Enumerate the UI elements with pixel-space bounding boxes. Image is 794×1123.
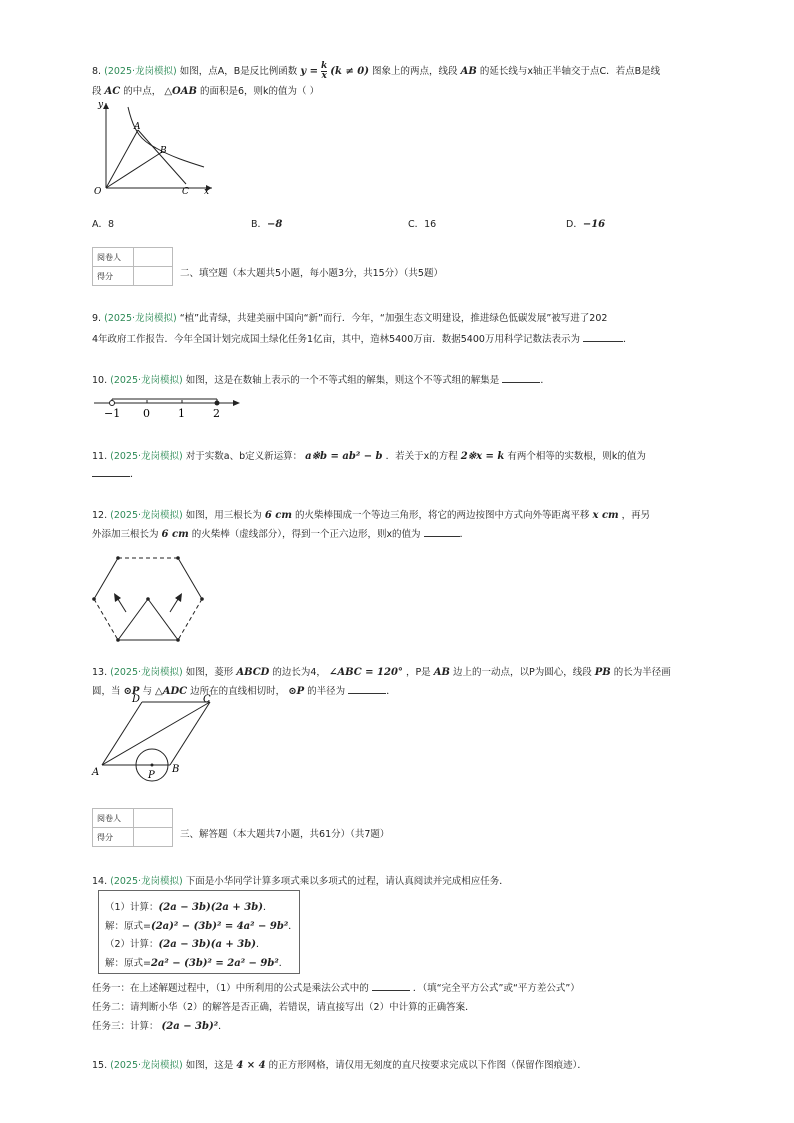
q8-text: 的中点， — [123, 86, 162, 97]
q12-text: ，再另 — [621, 510, 651, 521]
q8-segment-ob — [106, 152, 162, 188]
q9-answer-blank[interactable] — [583, 332, 623, 342]
q12-answer-blank[interactable] — [424, 527, 460, 537]
q13-text: 圆，当 — [92, 686, 121, 697]
q8-y-arrow — [103, 103, 109, 109]
q14-task2: 任务二：请判断小华（2）的解答是否正确，若错误，请直接写出（2）中计算的正确答案． — [92, 1002, 475, 1013]
q13-rhombus-figure — [90, 690, 220, 785]
q8-option-b-value: −8 — [267, 219, 283, 230]
q13-circle-p: ⊙P — [123, 686, 140, 697]
q14-source: (2025·龙岗模拟) — [110, 876, 183, 887]
q9-line1 — [92, 310, 607, 324]
q12-text: 的火柴棒围成一个等边三角形，将它的两边按图中方式向外等距离平移 — [294, 510, 590, 521]
q8-fraction-denominator: x — [321, 71, 327, 81]
q14-box-line: （1）计算：(2a − 3b)(2a + 3b)． — [105, 902, 273, 913]
q8-text: 图象上的两点，线段 — [372, 66, 458, 77]
q13-triangle-adc: △ADC — [155, 686, 188, 697]
q13-answer-blank[interactable] — [348, 684, 386, 694]
q13-text: 的长为半径画 — [613, 667, 671, 678]
q8-segment-ac: AC — [104, 86, 121, 97]
q12-length: 6 cm — [264, 510, 292, 521]
q13-text: ，P是 — [405, 667, 431, 678]
q8-label-x: x — [204, 187, 210, 195]
q13-label-c: C — [203, 694, 211, 705]
q12-vertex — [176, 556, 180, 560]
q8-label-y: y — [98, 100, 104, 110]
q11-equation: 2※x = k — [460, 451, 505, 462]
q13-line2: 圆，当 ⊙P 与 △ADC 边所在的直线相切时， ⊙P 的半径为 ． — [92, 686, 396, 697]
q8-option-a[interactable]: A．8 — [92, 219, 115, 230]
q15-grid-size: 4 × 4 — [236, 1060, 266, 1071]
q12-triangle-left — [118, 599, 148, 640]
q14-box-line: 解：原式=2a² − (3b)² = 2a² − 9b²． — [105, 958, 289, 969]
q14-line1 — [92, 873, 509, 887]
q14-expression: (2a − 3b)(2a + 3b) — [158, 902, 263, 913]
q12-dashed-left — [94, 599, 118, 640]
grader-cell[interactable] — [134, 248, 173, 267]
q12-vertex — [146, 597, 150, 601]
q10-text: 如图，这是在数轴上表示的一个不等式组的解集，则这个不等式组的解集是 — [185, 375, 500, 386]
q10-number-line — [90, 390, 245, 422]
q8-option-d-letter: D． — [566, 219, 583, 230]
q14-expression: (2a − 3b)² — [161, 1021, 219, 1032]
q14-box-line: 解：原式=(2a)² − (3b)² = 4a² − 9b²． — [105, 921, 298, 932]
q12-line2: 外添加三根长为 6 cm 的火柴棒（虚线部分），得到一个正六边形，则x的值为 ． — [92, 529, 470, 540]
q14-text: ．（填“完全平方公式”或“平方差公式”） — [412, 983, 580, 994]
q13-diagonal-ac — [102, 702, 210, 765]
q8-text: 如图，点A，B是反比例函数 — [179, 66, 298, 77]
q8-segment-ac-line — [138, 130, 186, 184]
q13-circle-p: ⊙P — [288, 686, 305, 697]
q8-segment-ab: AB — [460, 66, 477, 77]
q14-text: 任务一：在上述解题过程中，（1）中所利用的公式是乘法公式中的 — [92, 983, 369, 994]
q13-line1 — [92, 664, 671, 678]
q12-text: 的火柴棒（虚线部分），得到一个正六边形，则x的值为 — [191, 529, 421, 540]
q8-function-y: y = — [300, 66, 318, 77]
q8-figure — [90, 95, 220, 195]
q12-vertex — [92, 597, 96, 601]
q10-tick-label: 2 — [213, 407, 220, 420]
q10-solid-dot — [215, 401, 220, 406]
q13-segment-pb: PB — [594, 667, 611, 678]
q13-text: 与 — [142, 686, 152, 697]
q10-axis-arrow — [233, 400, 240, 406]
q8-fraction — [321, 62, 327, 81]
q15-number: 15. — [92, 1060, 108, 1071]
q15-line1 — [92, 1057, 587, 1071]
q12-length: 6 cm — [161, 529, 189, 540]
q9-line2: 4年政府工作报告．今年全国计划完成国土绿化任务1亿亩，其中，造林5400万亩．数据5400万用科学记数法表示为 ． — [92, 334, 633, 345]
q14-task1 — [92, 980, 580, 994]
q13-number: 13. — [92, 667, 108, 678]
q8-text: 段 — [92, 86, 102, 97]
grader-label: 阅卷人 — [93, 248, 134, 267]
grader-label: 阅卷人 — [93, 809, 134, 828]
q12-vertex — [116, 638, 120, 642]
q13-angle: ∠ABC = 120° — [328, 667, 403, 678]
q8-option-d[interactable] — [566, 216, 605, 230]
q12-dashed-right — [178, 599, 202, 640]
q10-tick-label: 1 — [178, 407, 185, 420]
q13-label-p: P — [148, 770, 155, 781]
q8-source: (2025·龙岗模拟) — [104, 66, 177, 77]
q12-vertex — [176, 638, 180, 642]
q13-label-d: D — [132, 694, 141, 705]
q13-text: 的半径为 — [307, 686, 346, 697]
q13-label-a: A — [92, 767, 100, 778]
q12-number: 12. — [92, 510, 108, 521]
q12-text: 如图，用三根长为 — [185, 510, 262, 521]
score-label: 得分 — [93, 267, 134, 286]
score-box-2 — [92, 808, 173, 847]
q13-point-p — [151, 764, 154, 767]
q14-solution-box — [98, 890, 300, 974]
q9-text: “植”此青绿，共建美丽中国向“新”而行．今年，“加强生态文明建设，推进绿色低碳发展”被写进了202 — [179, 313, 608, 324]
q14-answer-blank[interactable] — [372, 981, 410, 991]
q12-side — [178, 558, 202, 599]
score-cell[interactable] — [134, 828, 173, 847]
q8-text: 的面积是6，则k的值为（ ） — [200, 86, 320, 97]
q8-label-b: B — [160, 146, 167, 156]
q11-line1 — [92, 448, 646, 462]
q8-hyperbola — [128, 107, 204, 167]
q11-text: 有两个相等的实数根，则k的值为 — [507, 451, 646, 462]
q14-text: 任务三：计算： — [92, 1021, 159, 1032]
q12-distance: x cm — [592, 510, 619, 521]
q15-text: 的正方形网格，请仅用无刻度的直尺按要求完成以下作图（保留作图痕迹）． — [268, 1060, 587, 1071]
q11-text: 对于实数a、b定义新运算： — [185, 451, 303, 462]
q10-tick-label: 0 — [143, 407, 150, 420]
q13-source: (2025·龙岗模拟) — [110, 667, 183, 678]
q12-source: (2025·龙岗模拟) — [110, 510, 183, 521]
q14-box-line: （2）计算：(2a − 3b)(a + 3b)． — [105, 939, 266, 950]
q10-number: 10. — [92, 375, 108, 386]
q11-line2: ． — [92, 466, 140, 480]
q14-expression: 2a² − (3b)² = 2a² − 9b² — [150, 958, 279, 969]
q10-open-dot — [110, 401, 115, 406]
q13-rhombus: ABCD — [236, 667, 270, 678]
q12-vertex — [116, 556, 120, 560]
q8-line1 — [92, 62, 660, 81]
q11-number: 11. — [92, 451, 108, 462]
q13-text: 边上的一动点，以P为圆心，线段 — [452, 667, 592, 678]
q8-condition: (k ≠ 0) — [330, 66, 369, 77]
q12-arrow-right-head — [175, 593, 182, 602]
q13-side-bc — [170, 702, 210, 765]
q8-label-o: O — [94, 187, 102, 195]
q14-task3: 任务三：计算： (2a − 3b)²． — [92, 1021, 228, 1032]
q8-label-c: C — [182, 187, 189, 195]
section-2-heading: 二、填空题（本大题共5小题，每小题3分，共15分）（共5题） — [180, 268, 443, 279]
q8-text: 的延长线与x轴正半轴交于点C．若点B是线 — [479, 66, 661, 77]
score-cell[interactable] — [134, 267, 173, 286]
q12-triangle-right — [148, 599, 178, 640]
q9-text: 4年政府工作报告．今年全国计划完成国土绿化任务1亿亩，其中，造林5400万亩．数据5400万用科学记数法表示为 — [92, 334, 580, 345]
q8-option-c[interactable]: C．16 — [408, 219, 437, 230]
q8-option-b[interactable] — [251, 216, 282, 230]
q12-text: 外添加三根长为 — [92, 529, 159, 540]
q13-side-da — [102, 702, 142, 765]
q13-text: 的边长为4， — [272, 667, 326, 678]
q12-line1 — [92, 507, 650, 521]
q8-triangle-oab: △OAB — [164, 86, 197, 97]
q8-number: 8. — [92, 66, 102, 77]
score-label: 得分 — [93, 828, 134, 847]
q12-arrow-left-head — [114, 593, 121, 602]
q14-expression: (2a)² − (3b)² = 4a² − 9b² — [150, 921, 289, 932]
q10-answer-blank[interactable] — [502, 373, 540, 383]
q10-line1: 10. (2025·龙岗模拟) 如图，这是在数轴上表示的一个不等式组的解集，则这个不等式组的解集是 ． — [92, 375, 550, 386]
q11-source: (2025·龙岗模拟) — [110, 451, 183, 462]
q9-source: (2025·龙岗模拟) — [104, 313, 177, 324]
q14-text: 下面是小华同学计算多项式乘以多项式的过程，请认真阅读并完成相应任务． — [185, 876, 509, 887]
score-box-1 — [92, 247, 173, 286]
q8-fraction-numerator: k — [321, 61, 328, 71]
q8-segment-oa — [106, 130, 138, 188]
q12-hexagon-figure — [88, 550, 208, 646]
q15-text: 如图，这是 — [185, 1060, 234, 1071]
q15-source: (2025·龙岗模拟) — [110, 1060, 183, 1071]
q11-answer-blank[interactable] — [92, 467, 130, 477]
q11-operation: a※b = ab² − b — [305, 451, 383, 462]
q12-vertex — [200, 597, 204, 601]
section-3-heading: 三、解答题（本大题共7小题，共61分）（共7题） — [180, 829, 390, 840]
q12-side — [94, 558, 118, 599]
q10-tick-label: −1 — [104, 407, 121, 420]
q8-label-a: A — [134, 122, 141, 132]
q8-option-b-letter: B． — [251, 219, 268, 230]
q13-text: 如图，菱形 — [185, 667, 234, 678]
q8-option-d-value: −16 — [582, 219, 606, 230]
q11-text: ．若关于x的方程 — [385, 451, 458, 462]
q13-text: 边所在的直线相切时， — [190, 686, 286, 697]
grader-cell[interactable] — [134, 809, 173, 828]
q13-label-b: B — [172, 764, 180, 775]
q9-number: 9. — [92, 313, 102, 324]
q14-number: 14. — [92, 876, 108, 887]
q14-expression: (2a − 3b)(a + 3b) — [158, 939, 256, 950]
q13-side-ab: AB — [433, 667, 450, 678]
q10-source: (2025·龙岗模拟) — [110, 375, 183, 386]
